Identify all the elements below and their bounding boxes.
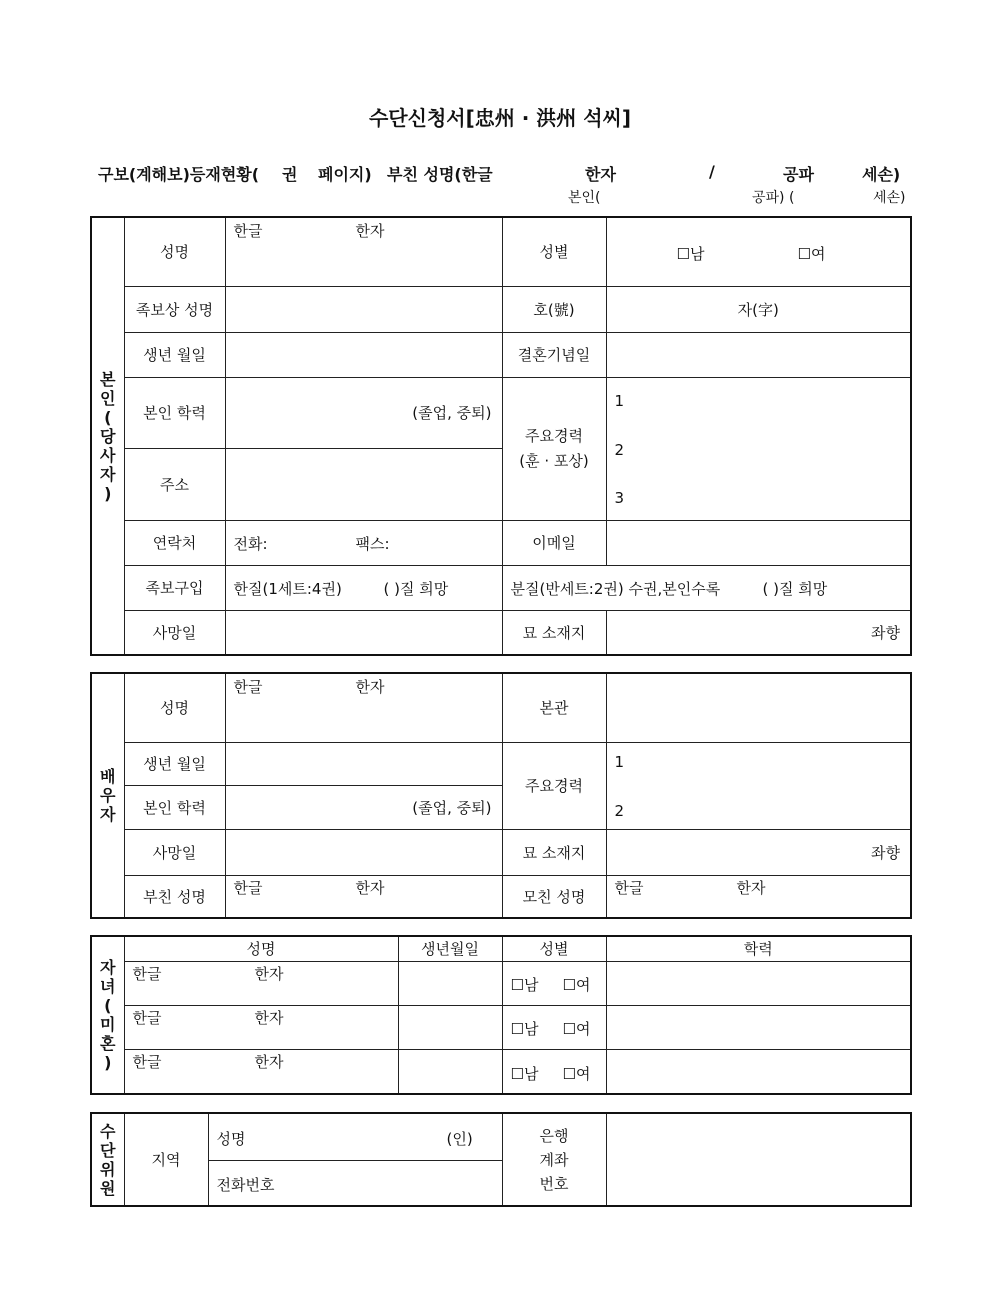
self-email-label: 이메일	[502, 520, 606, 565]
children-col-gender: 성별	[502, 936, 606, 961]
spouse-edu-label: 본인 학력	[124, 785, 225, 829]
table-row	[91, 1049, 911, 1094]
table-row	[91, 961, 911, 1005]
spouse-mother-hangul: 한글	[614, 878, 644, 897]
collector-phone-field[interactable]	[208, 1160, 502, 1206]
child-name-field[interactable]	[124, 1049, 398, 1094]
self-edu-label: 본인 학력	[124, 377, 225, 448]
child-edu-field[interactable]	[606, 1049, 911, 1094]
spouse-career-field[interactable]	[606, 742, 911, 829]
self-contact-field[interactable]	[225, 520, 502, 565]
children-col-birth: 생년월일	[398, 936, 502, 961]
spouse-mother-field[interactable]	[606, 875, 911, 918]
self-grave-field[interactable]	[606, 610, 911, 655]
form-title: 수단신청서[忠州 · 洪州 석씨]	[368, 106, 631, 130]
spouse-father-hangul: 한글	[233, 878, 263, 897]
header-volume: 권	[282, 165, 298, 184]
child-gender-field	[502, 1049, 606, 1094]
collector-bank-field[interactable]	[606, 1113, 911, 1206]
self-career-num: 1	[614, 391, 625, 410]
child-female-checkbox[interactable]: ☐여	[562, 975, 591, 994]
table-row	[91, 1005, 911, 1049]
self-edu-note: (졸업, 중퇴)	[412, 404, 492, 422]
collector-bank-label: 은행 계좌 번호	[502, 1113, 606, 1206]
self-jokbo-name-label: 족보상 성명	[124, 286, 225, 332]
header-branch: 공파	[783, 165, 814, 184]
self-grave-label: 묘 소재지	[502, 610, 606, 655]
self-email-field[interactable]	[606, 520, 911, 565]
self-birth-label: 생년 월일	[124, 332, 225, 377]
spouse-edu-note: (졸업, 중퇴)	[412, 798, 492, 817]
self-ja-label: 자(字)	[737, 300, 779, 319]
self-jokbo-name-field[interactable]	[225, 286, 502, 332]
self-purchase-full-field[interactable]	[225, 565, 502, 610]
header-self-generation: 세손)	[873, 190, 906, 206]
self-hanja-label: 한자	[355, 222, 385, 240]
self-fax-label: 팩스:	[355, 534, 390, 553]
collector-region-label: 지역	[124, 1113, 208, 1206]
child-hanja: 한자	[254, 964, 284, 983]
spouse-grave-field[interactable]	[606, 829, 911, 875]
self-career-label: 주요경력 (훈 · 포상)	[502, 377, 606, 520]
self-direction-label: 좌향	[871, 623, 900, 642]
self-female-checkbox[interactable]: ☐여	[797, 245, 826, 263]
collector-section-label: 수 단 위 원	[91, 1113, 124, 1206]
self-edu-field[interactable]	[225, 377, 502, 448]
spouse-name-label: 성명	[124, 673, 225, 742]
self-address-field[interactable]	[225, 448, 502, 520]
spouse-father-field[interactable]	[225, 875, 502, 918]
self-purchase-half-field[interactable]	[502, 565, 911, 610]
header-father-name: 부친 성명(한글	[387, 165, 493, 184]
child-male-checkbox[interactable]: ☐남	[510, 1019, 539, 1038]
self-birth-field[interactable]	[225, 332, 502, 377]
self-phone-label: 전화:	[233, 534, 268, 553]
purchase-full-qty: ( )질 희망	[383, 579, 449, 598]
self-wedding-label: 결혼기념일	[502, 332, 606, 377]
spouse-grave-label: 묘 소재지	[502, 829, 606, 875]
spouse-father-hanja: 한자	[355, 878, 385, 897]
self-wedding-field[interactable]	[606, 332, 911, 377]
self-gender-label: 성별	[502, 217, 606, 286]
child-hangul: 한글	[132, 1052, 162, 1071]
child-birth-field[interactable]	[398, 1005, 502, 1049]
child-birth-field[interactable]	[398, 1049, 502, 1094]
spouse-career-num: 1	[614, 752, 625, 771]
collector-seal-label: (인)	[446, 1130, 473, 1148]
spouse-hanja-label: 한자	[355, 678, 385, 696]
spouse-death-label: 사망일	[124, 829, 225, 875]
self-career-num: 2	[614, 440, 625, 459]
self-name-field[interactable]	[225, 217, 502, 286]
collector-table	[90, 1112, 912, 1207]
header-slash: /	[709, 162, 715, 181]
child-male-checkbox[interactable]: ☐남	[510, 975, 539, 994]
spouse-death-field[interactable]	[225, 829, 502, 875]
self-purchase-label: 족보구입	[124, 565, 225, 610]
self-table	[90, 216, 912, 656]
child-name-field[interactable]	[124, 961, 398, 1005]
spouse-birth-field[interactable]	[225, 742, 502, 785]
spouse-hangul-label: 한글	[233, 678, 263, 696]
child-hanja: 한자	[254, 1008, 284, 1027]
spouse-mother-hanja: 한자	[736, 878, 766, 897]
children-table	[90, 935, 912, 1095]
spouse-origin-label: 본관	[502, 673, 606, 742]
self-ja-field[interactable]	[606, 286, 911, 332]
collector-name-field[interactable]	[208, 1113, 502, 1160]
self-name-label: 성명	[124, 217, 225, 286]
children-col-edu: 학력	[606, 936, 911, 961]
self-gender-field	[606, 217, 911, 286]
header-self: 본인(	[568, 190, 601, 206]
spouse-birth-label: 생년 월일	[124, 742, 225, 785]
self-male-checkbox[interactable]: ☐남	[676, 245, 705, 263]
self-death-field[interactable]	[225, 610, 502, 655]
spouse-section-label: 배 우 자	[91, 673, 124, 918]
spouse-career-label: 주요경력	[502, 742, 606, 829]
child-hangul: 한글	[132, 1008, 162, 1027]
child-edu-field[interactable]	[606, 961, 911, 1005]
child-birth-field[interactable]	[398, 961, 502, 1005]
child-gender-field	[502, 961, 606, 1005]
purchase-half-label: 분질(반세트:2권) 수권,본인수록	[510, 579, 721, 598]
header-self-branch: 공파) (	[752, 190, 795, 206]
header-hanja: 한자	[585, 165, 616, 184]
self-death-label: 사망일	[124, 610, 225, 655]
child-edu-field[interactable]	[606, 1005, 911, 1049]
spouse-father-label: 부친 성명	[124, 875, 225, 918]
self-ho-label: 호(號)	[502, 286, 606, 332]
self-section-label: 본 인 ( 당 사 자 )	[91, 217, 124, 655]
child-hanja: 한자	[254, 1052, 284, 1071]
spouse-edu-field[interactable]	[225, 785, 502, 829]
spouse-mother-label: 모친 성명	[502, 875, 606, 918]
spouse-origin-field[interactable]	[606, 673, 911, 742]
purchase-full-label: 한질(1세트:4권)	[233, 579, 342, 598]
child-female-checkbox[interactable]: ☐여	[562, 1064, 591, 1083]
collector-name-label: 성명	[216, 1130, 246, 1148]
self-contact-label: 연락처	[124, 520, 225, 565]
self-hangul-label: 한글	[233, 222, 263, 240]
header-registry: 구보(계해보)등재현황(	[98, 165, 260, 184]
self-address-label: 주소	[124, 448, 225, 520]
header-page: 페이지)	[318, 165, 372, 184]
spouse-direction-label: 좌향	[871, 843, 900, 862]
self-career-field[interactable]	[606, 377, 911, 520]
self-career-num: 3	[614, 488, 625, 507]
child-female-checkbox[interactable]: ☐여	[562, 1019, 591, 1038]
header-generation: 세손)	[862, 165, 901, 184]
child-male-checkbox[interactable]: ☐남	[510, 1064, 539, 1083]
child-gender-field	[502, 1005, 606, 1049]
spouse-career-num: 2	[614, 801, 625, 820]
children-section-label: 자 녀 ( 미 혼 )	[91, 936, 124, 1094]
collector-phone-label: 전화번호	[216, 1175, 275, 1194]
spouse-table	[90, 672, 912, 919]
spouse-name-field[interactable]	[225, 673, 502, 742]
purchase-half-qty: ( )질 희망	[762, 579, 828, 598]
child-name-field[interactable]	[124, 1005, 398, 1049]
children-col-name: 성명	[124, 936, 398, 961]
child-hangul: 한글	[132, 964, 162, 983]
